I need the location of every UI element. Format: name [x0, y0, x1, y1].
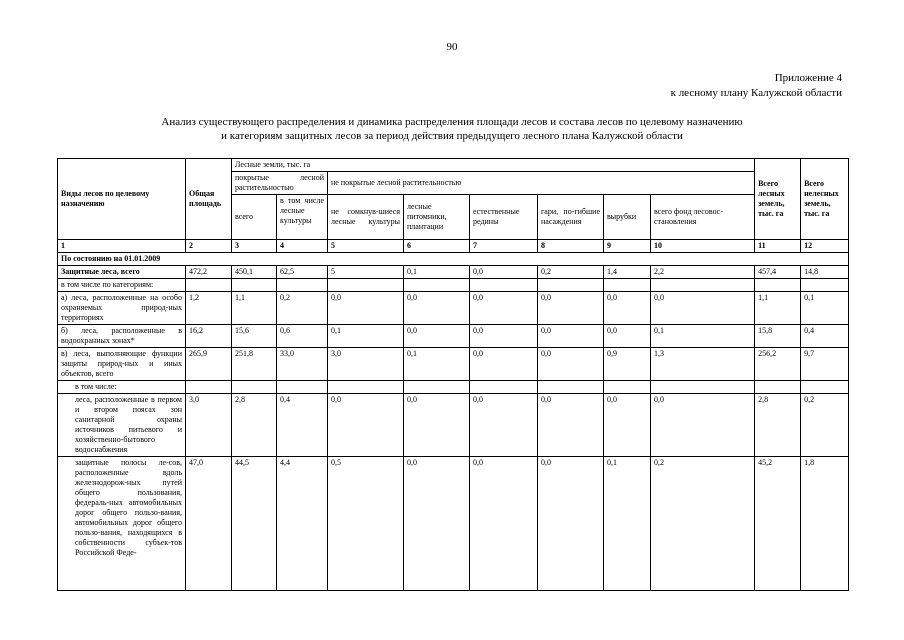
- table-cell: 1,3: [651, 348, 755, 381]
- table-row: [58, 279, 849, 292]
- appendix-line-1: Приложение 4: [774, 72, 842, 84]
- header-unclosed-cultures: не сомкнув-шиеся лесные культуры: [328, 195, 404, 240]
- table-cell: 0,0: [470, 457, 538, 591]
- table-cell: 44,5: [232, 457, 277, 591]
- col-number: 8: [538, 240, 604, 253]
- col-number: 2: [186, 240, 232, 253]
- col-number: 5: [328, 240, 404, 253]
- table-cell: 0,0: [470, 325, 538, 348]
- col-number: 1: [58, 240, 186, 253]
- table-cell: 0,0: [470, 292, 538, 325]
- col-number: 7: [470, 240, 538, 253]
- page-number: 90: [446, 41, 458, 53]
- header-covered: покрытые лесной растительностью: [232, 172, 328, 195]
- table-cell: 1,1: [755, 292, 801, 325]
- header-all-nonforest-lands: Всего нелесных земель, тыс. га: [801, 159, 849, 240]
- appendix-line-2: к лесному плану Калужской области: [670, 87, 842, 99]
- table-cell: 0,0: [538, 457, 604, 591]
- row-label: Защитные леса, всего: [58, 266, 186, 279]
- header-burnt-areas: гари, по-гибшие насаждения: [538, 195, 604, 240]
- table-cell: 251,8: [232, 348, 277, 381]
- table-cell: 1,2: [186, 292, 232, 325]
- table-cell: 256,2: [755, 348, 801, 381]
- table-cell: 1,1: [232, 292, 277, 325]
- table-cell: 0,0: [404, 292, 470, 325]
- table-cell: 0,0: [470, 394, 538, 457]
- title-line-1: Анализ существующего распределения и динамика распределения площади лесов и состава лесов по целевому назначению: [161, 116, 743, 128]
- header-covered-cultures: в том числе лесные культуры: [277, 195, 328, 240]
- table-cell: 0,0: [604, 325, 651, 348]
- col-number: 4: [277, 240, 328, 253]
- table-cell: 0,1: [604, 457, 651, 591]
- table-cell: 15,6: [232, 325, 277, 348]
- header-total-area: Общая площадь: [186, 159, 232, 240]
- table-cell: 0,2: [538, 266, 604, 279]
- table-cell: 15,8: [755, 325, 801, 348]
- table-cell: 0,2: [651, 457, 755, 591]
- table-cell: 0,1: [404, 348, 470, 381]
- document-title: [0, 115, 904, 143]
- table-cell: 457,4: [755, 266, 801, 279]
- table-cell: 0,0: [470, 266, 538, 279]
- table-cell: 62,5: [277, 266, 328, 279]
- table-cell: 3,0: [328, 348, 404, 381]
- table-cell: 1,8: [801, 457, 849, 591]
- table-cell: 0,0: [328, 394, 404, 457]
- table-cell: 0,0: [538, 325, 604, 348]
- forest-distribution-table: [57, 158, 849, 591]
- table-cell: 47,0: [186, 457, 232, 591]
- header-clearings: вырубки: [604, 195, 651, 240]
- row-label: леса, расположенные в первом и втором поясах зон санитарной охраны источников питьевого и хозяйственно-бытового водоснабжения: [58, 394, 186, 457]
- table-cell: 14,8: [801, 266, 849, 279]
- col-number: 9: [604, 240, 651, 253]
- table-cell: 33,0: [277, 348, 328, 381]
- table-cell: 265,9: [186, 348, 232, 381]
- table-cell: 472,2: [186, 266, 232, 279]
- table-cell: 0,0: [470, 348, 538, 381]
- appendix-note: [671, 71, 842, 101]
- table-cell: 0,4: [801, 325, 849, 348]
- table-cell: 0,1: [651, 325, 755, 348]
- table-cell: 0,6: [277, 325, 328, 348]
- col-number: 3: [232, 240, 277, 253]
- table-row: [58, 457, 849, 591]
- col-number: 10: [651, 240, 755, 253]
- table-cell: 0,0: [538, 348, 604, 381]
- table-row: [58, 292, 849, 325]
- table-row: [58, 394, 849, 457]
- table-cell: 0,0: [404, 325, 470, 348]
- table-cell: 9,7: [801, 348, 849, 381]
- table-cell: 2,8: [232, 394, 277, 457]
- table-cell: 0,0: [328, 292, 404, 325]
- table-cell: 0,1: [404, 266, 470, 279]
- table-row: [58, 381, 849, 394]
- table-cell: 0,0: [604, 292, 651, 325]
- table-cell: 16,2: [186, 325, 232, 348]
- row-label: в) леса, выполняющие функции защиты природ-ных и иных объектов, всего: [58, 348, 186, 381]
- col-number: 11: [755, 240, 801, 253]
- header-reforestation-fund: всего фонд лесовос-становления: [651, 195, 755, 240]
- title-line-2: и категориям защитных лесов за период действия предыдущего лесного плана Калужской области: [221, 130, 683, 142]
- header-kinds: Виды лесов по целевому назначению: [58, 159, 186, 240]
- header-covered-total: всего: [232, 195, 277, 240]
- table-row: [58, 348, 849, 381]
- col-number: 12: [801, 240, 849, 253]
- table-cell: 4,4: [277, 457, 328, 591]
- row-label: а) леса, расположенные на особо охраняемых природ-ных территориях: [58, 292, 186, 325]
- table-cell: 0,0: [538, 292, 604, 325]
- header-natural-glades: естественные редины: [470, 195, 538, 240]
- table-cell: 0,2: [801, 394, 849, 457]
- row-label: б) леса, расположенные в водоохранных зонах*: [58, 325, 186, 348]
- table-cell: 0,0: [651, 292, 755, 325]
- header-forest-lands: Лесные земли, тыс. га: [232, 159, 755, 172]
- row-label: в том числе по категориям:: [58, 279, 186, 292]
- table-cell: 450,1: [232, 266, 277, 279]
- table-cell: 0,0: [538, 394, 604, 457]
- table-cell: 0,9: [604, 348, 651, 381]
- table-cell: 2,8: [755, 394, 801, 457]
- table-cell: 2,2: [651, 266, 755, 279]
- table-cell: 0,0: [404, 394, 470, 457]
- header-all-forest-lands: Всего лесных земель, тыс. га: [755, 159, 801, 240]
- table-cell: 1,4: [604, 266, 651, 279]
- col-number: 6: [404, 240, 470, 253]
- table-cell: 0,0: [404, 457, 470, 591]
- row-label: в том числе:: [58, 381, 186, 394]
- table-cell: 0,2: [277, 292, 328, 325]
- table-cell: 5: [328, 266, 404, 279]
- table-cell: 0,4: [277, 394, 328, 457]
- table-cell: 0,5: [328, 457, 404, 591]
- table-cell: 45,2: [755, 457, 801, 591]
- table-cell: 3,0: [186, 394, 232, 457]
- state-date-row: По состоянию на 01.01.2009: [58, 253, 849, 266]
- table-cell: 0,0: [651, 394, 755, 457]
- header-nurseries: лесные питомники, плантации: [404, 195, 470, 240]
- table-cell: 0,1: [801, 292, 849, 325]
- row-label: защитные полосы ле-сов, расположенные вдоль железнодорож-ных путей общего пользования, федераль-ных автомобильных дорог общего пользо-вания, автомобильных дорог общего пользо-вания, находящихся в собственности субъек-тов Российской Феде-: [58, 457, 186, 591]
- table-row: [58, 325, 849, 348]
- table-row: [58, 266, 849, 279]
- header-not-covered: не покрытые лесной растительностью: [328, 172, 755, 195]
- table-cell: 0,1: [328, 325, 404, 348]
- table-cell: 0,0: [604, 394, 651, 457]
- column-numbers-row: [58, 240, 849, 253]
